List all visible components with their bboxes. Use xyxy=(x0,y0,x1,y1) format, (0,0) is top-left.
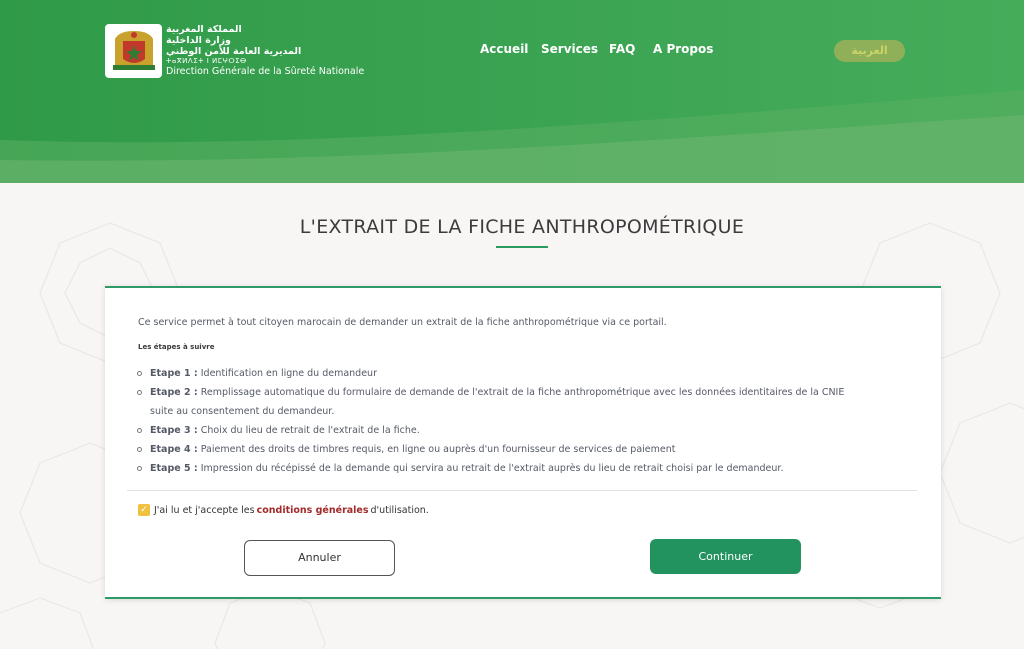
list-item xyxy=(150,383,870,421)
bullet-icon xyxy=(137,428,142,433)
brand-arabic-line-3: المديرية العامة للأمن الوطني xyxy=(166,46,302,57)
bullet-icon xyxy=(137,466,142,471)
brand-arabic-line-1: المملكة المغربية xyxy=(166,24,242,35)
step-label: Etape 3 : xyxy=(150,425,198,436)
list-item xyxy=(150,364,870,383)
step-label: Etape 2 : xyxy=(150,387,198,398)
terms-link[interactable]: conditions générales xyxy=(256,504,369,516)
list-item xyxy=(150,459,870,478)
steps-heading: Les étapes à suivre xyxy=(138,343,215,351)
nav-a-propos[interactable]: A Propos xyxy=(653,42,714,56)
nav-services[interactable]: Services xyxy=(541,42,599,56)
list-item xyxy=(150,440,870,459)
step-label: Etape 1 : xyxy=(150,368,198,379)
step-text: Paiement des droits de timbres requis, en ligne ou auprès d'un fournisseur de services de paiement xyxy=(200,444,676,455)
cancel-button[interactable]: Annuler xyxy=(244,540,395,576)
brand-arabic-line-2: وزارة الداخلية xyxy=(166,35,231,46)
step-label: Etape 5 : xyxy=(150,463,198,474)
title-underline xyxy=(496,246,548,248)
bullet-icon xyxy=(137,447,142,452)
intro-text: Ce service permet à tout citoyen marocain de demander un extrait de la fiche anthropométrique via ce portail. xyxy=(138,317,667,328)
page-title: L'EXTRAIT DE LA FICHE ANTHROPOMÉTRIQUE xyxy=(299,216,745,238)
step-text: Impression du récépissé de la demande qui servira au retrait de l'extrait auprès du lieu de retrait choisi par le demandeur. xyxy=(200,463,784,474)
coat-of-arms-logo[interactable] xyxy=(105,24,162,78)
terms-acceptance xyxy=(138,504,429,516)
nav-faq[interactable]: FAQ xyxy=(609,42,636,56)
service-card xyxy=(105,286,941,599)
divider xyxy=(127,490,917,491)
step-text: Choix du lieu de retrait de l'extrait de la fiche. xyxy=(200,425,420,436)
language-switch-button[interactable]: العربية xyxy=(834,40,905,62)
nav-accueil[interactable]: Accueil xyxy=(480,42,529,56)
brand-text xyxy=(166,24,364,78)
continue-button[interactable]: Continuer xyxy=(650,539,801,574)
bullet-icon xyxy=(137,390,142,395)
list-item xyxy=(150,421,870,440)
step-text: Remplissage automatique du formulaire de demande de l'extrait de la fiche anthropométrique avec les données identitaires de la CNIE suite au consentement du demandeur. xyxy=(150,387,845,417)
terms-checkbox[interactable]: ✓ xyxy=(138,504,150,516)
header-banner xyxy=(0,0,1024,183)
step-label: Etape 4 : xyxy=(150,444,198,455)
brand-french: Direction Générale de la Sûreté Nationale xyxy=(166,66,365,77)
step-text: Identification en ligne du demandeur xyxy=(200,368,377,379)
accept-text-after: d'utilisation. xyxy=(370,504,429,516)
accept-text-before: J'ai lu et j'accepte les xyxy=(154,504,255,516)
brand-tifinagh: ⵜⴰⴳⵍⴷⵉⵜ ⵏ ⵍⵎⵖⵔⵉⴱ xyxy=(166,57,247,65)
crest-icon xyxy=(109,27,159,75)
bullet-icon xyxy=(137,371,142,376)
